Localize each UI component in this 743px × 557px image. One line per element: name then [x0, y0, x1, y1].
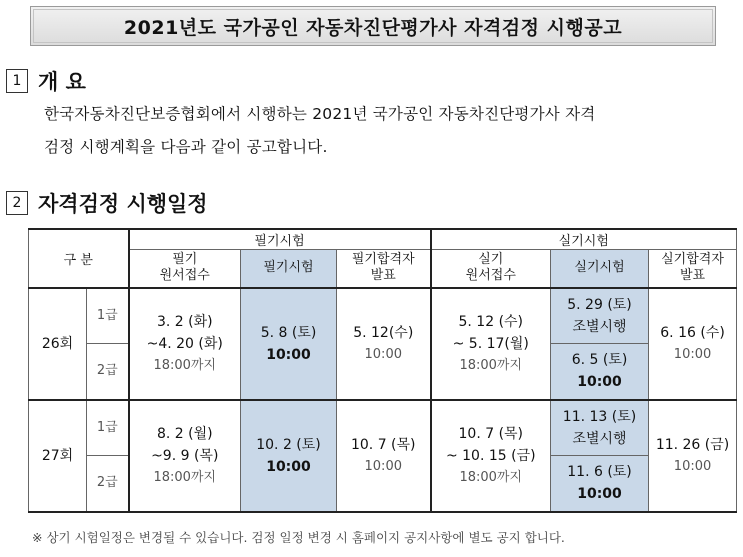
header-practical-result: 실기합격자 발표 [649, 250, 737, 288]
overview-line-1: 한국자동차진단보증협회에서 시행하는 2021년 국가공인 자동차진단평가사 자격 [44, 105, 596, 123]
written-exam-cell: 10. 2 (토) 10:00 [241, 400, 337, 512]
header-written-result: 필기합격자 발표 [337, 250, 431, 288]
practical-result-cell: 11. 26 (금) 10:00 [649, 400, 737, 512]
section-title: 개 요 [38, 70, 86, 94]
written-result-cell: 5. 12(수) 10:00 [337, 288, 431, 400]
table-corner-header: 구 분 [29, 229, 129, 288]
overview-paragraph [44, 98, 734, 164]
section-number: 1 [6, 69, 28, 93]
overview-line-2: 검정 시행계획을 다음과 같이 공고합니다. [44, 138, 328, 156]
section-title: 자격검정 시행일정 [38, 192, 208, 216]
section-heading-schedule [6, 188, 208, 218]
round-name: 27회 [29, 400, 87, 512]
grade-label: 1급 [87, 400, 129, 456]
header-written-apply: 필기 원서접수 [129, 250, 241, 288]
page-title [30, 6, 716, 46]
schedule-table [28, 228, 737, 513]
grade-label: 1급 [87, 288, 129, 344]
grade-label: 2급 [87, 456, 129, 512]
practical-group-header: 실기시험 [431, 229, 737, 250]
practical-exam-grade2-cell: 6. 5 (토) 10:00 [551, 344, 649, 400]
header-practical-exam: 실기시험 [551, 250, 649, 288]
page-title-text: 2021년도 국가공인 자동차진단평가사 자격검정 시행공고 [123, 16, 623, 39]
practical-exam-grade2-cell: 11. 6 (토) 10:00 [551, 456, 649, 512]
practical-apply-cell: 10. 7 (목) ~ 10. 15 (금) 18:00까지 [431, 400, 551, 512]
practical-apply-cell: 5. 12 (수) ~ 5. 17(월) 18:00까지 [431, 288, 551, 400]
section-number: 2 [6, 191, 28, 215]
written-apply-cell: 3. 2 (화) ~4. 20 (화) 18:00까지 [129, 288, 241, 400]
footnote: ※ 상기 시험일정은 변경될 수 있습니다. 검정 일정 변경 시 홈페이지 공지사항에 별도 공지 합니다. [32, 530, 565, 545]
practical-exam-grade1-cell: 5. 29 (토) 조별시행 [551, 288, 649, 344]
written-exam-cell: 5. 8 (토) 10:00 [241, 288, 337, 400]
written-apply-cell: 8. 2 (월) ~9. 9 (목) 18:00까지 [129, 400, 241, 512]
header-practical-apply: 실기 원서접수 [431, 250, 551, 288]
grade-label: 2급 [87, 344, 129, 400]
practical-exam-grade1-cell: 11. 13 (토) 조별시행 [551, 400, 649, 456]
round-name: 26회 [29, 288, 87, 400]
practical-result-cell: 6. 16 (수) 10:00 [649, 288, 737, 400]
written-result-cell: 10. 7 (목) 10:00 [337, 400, 431, 512]
written-group-header: 필기시험 [129, 229, 431, 250]
header-written-exam: 필기시험 [241, 250, 337, 288]
section-heading-overview [6, 66, 86, 96]
